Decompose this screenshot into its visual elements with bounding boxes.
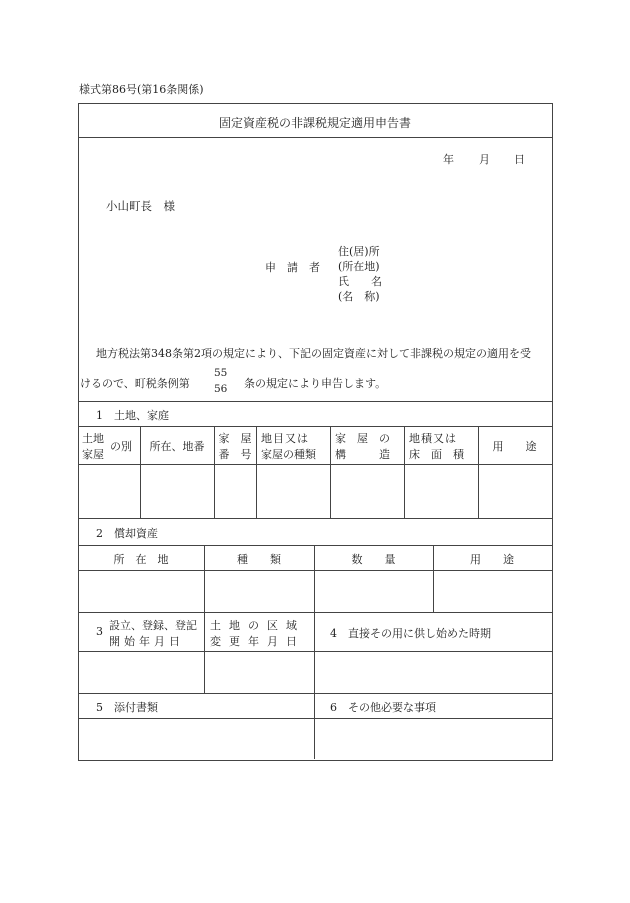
form-title: 固定資産税の非課税規定適用申告書	[218, 116, 411, 130]
applicant-location-label: (所在地)	[338, 260, 380, 273]
s1-structure-header-1: 家 屋 の	[335, 432, 390, 445]
s3-establish-label-1: 設立、登録、登記	[109, 619, 197, 632]
s1-land-category-header-2: 家屋の種類	[261, 448, 316, 461]
s3-land-change-label-2: 変更年月日	[210, 635, 305, 648]
s1-house-label: 家屋	[82, 448, 104, 461]
section4-heading: 4 直接その用に供し始めた時期	[330, 627, 491, 640]
s1-land-category-header-1: 地目又は	[261, 432, 309, 445]
declaration-line-2-post: 条の規定により申告します。	[244, 377, 387, 390]
s1-land-label: 土地	[82, 432, 104, 445]
s3-land-change-label-1: 土地の区域	[210, 619, 305, 632]
applicant-label: 申 請 者	[265, 261, 320, 274]
article-number-56: 56	[214, 383, 228, 395]
article-number-55: 55	[214, 367, 228, 379]
s2-location-header: 所 在 地	[113, 553, 169, 566]
applicant-name-label: 氏 名	[338, 275, 382, 288]
s1-area-header-2: 床 面 積	[409, 448, 464, 461]
applicant-corp-name-label: (名 称)	[338, 290, 380, 303]
s1-structure-header-2: 構 造	[335, 448, 390, 461]
section3-number: 3	[96, 625, 103, 638]
date-year-label: 年	[443, 153, 454, 166]
section5-heading: 5 添付書類	[96, 701, 158, 714]
section2-heading: 2 償却資産	[96, 527, 158, 540]
declaration-line-2-pre: けるので、町税条例第	[80, 377, 190, 390]
declaration-line-1: 地方税法第348条第2項の規定により、下記の固定資産に対して非課税の規定の適用を受	[96, 347, 531, 360]
section6-heading: 6 その他必要な事項	[330, 701, 436, 714]
s1-area-header-1: 地積又は	[409, 432, 457, 445]
form-label: 様式第86号(第16条関係)	[79, 83, 204, 96]
s3-establish-label-2: 開始年月日	[109, 635, 184, 648]
s2-use-header: 用 途	[470, 553, 514, 566]
s2-quantity-header: 数 量	[351, 553, 396, 566]
s1-location-header: 所在、地番	[149, 440, 205, 453]
date-month-label: 月	[479, 153, 490, 166]
s1-type-label: の別	[110, 440, 132, 453]
s1-house-number-header-2: 番 号	[218, 448, 252, 461]
s1-house-number-header-1: 家 屋	[218, 432, 252, 445]
s1-use-header: 用 途	[492, 440, 537, 453]
section1-heading: 1 土地、家庭	[96, 409, 169, 422]
date-day-label: 日	[514, 153, 525, 166]
applicant-address-label: 住(居)所	[338, 245, 380, 258]
s2-kind-header: 種 類	[237, 553, 281, 566]
addressee: 小山町長 様	[106, 199, 175, 213]
